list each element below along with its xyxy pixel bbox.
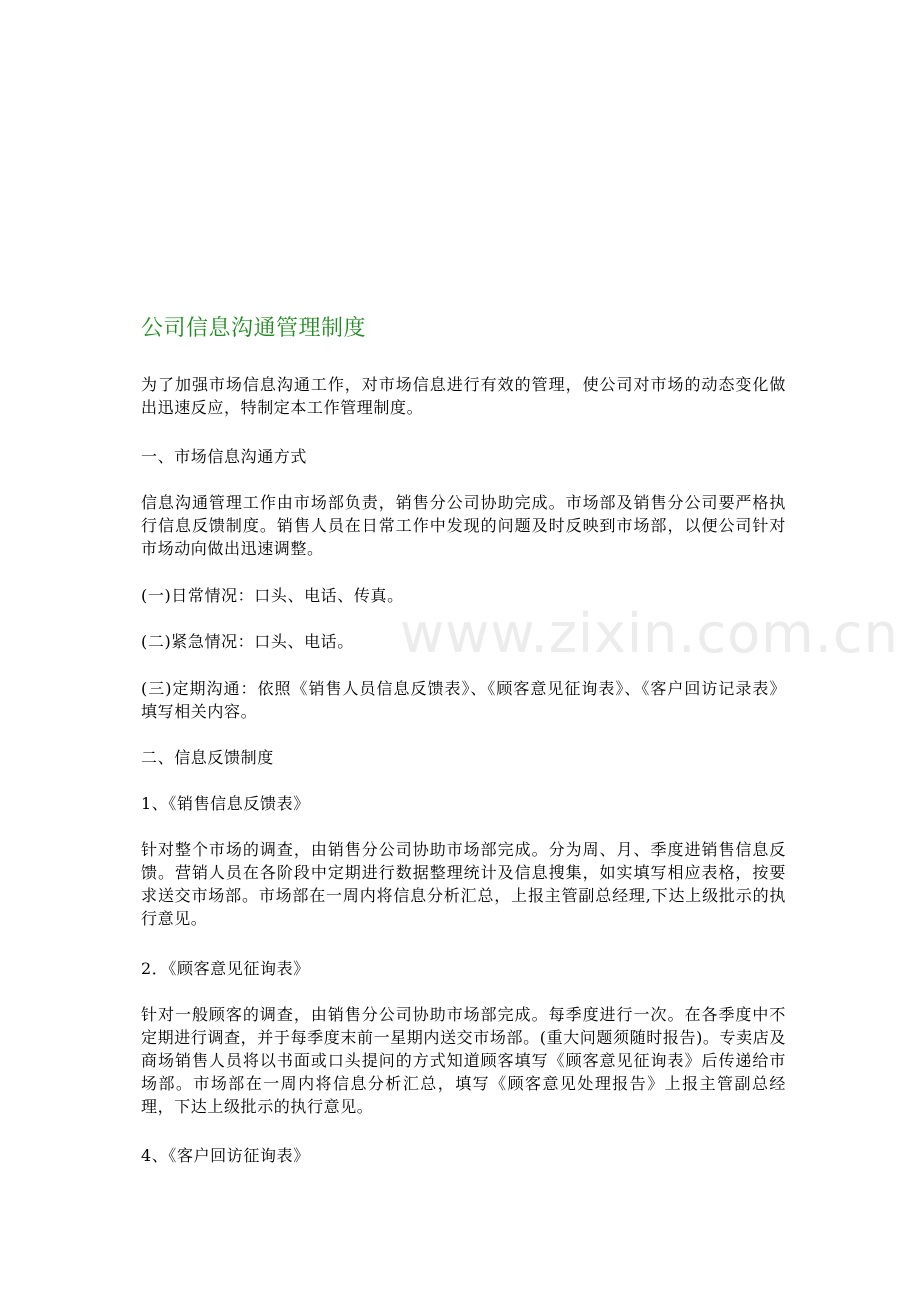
document-title: 公司信息沟通管理制度 [141, 316, 367, 341]
list-item-daily: (一)日常情况：口头、电话、传真。 [141, 586, 404, 605]
subheading-customer-opinion-form: 2．《顾客意见征询表》 [141, 959, 310, 978]
sales-feedback-paragraph: 针对整个市场的调查，由销售分公司协助市场部完成。分为周、月、季度进销售信息反馈。营销人员在各阶段中定期进行数据整理统计及信息搜集，如实填写相应表格，按要求送交市场部。市场部在一周内将信息分析汇总，上报主管副总经理,下达上级批示的执行意见。 [141, 840, 786, 928]
list-item-periodic: (三)定期沟通：依照《销售人员信息反馈表》、《顾客意见征询表》、《客户回访记录表》填写相关内容。 [141, 679, 786, 721]
subheading-customer-revisit-form: 4、《客户回访征询表》 [141, 1146, 310, 1165]
section-heading-feedback-system: 二、信息反馈制度 [141, 748, 274, 767]
section-heading-communication-methods: 一、市场信息沟通方式 [141, 447, 308, 466]
subheading-sales-feedback-form: 1、《销售信息反馈表》 [141, 794, 310, 813]
communication-methods-paragraph: 信息沟通管理工作由市场部负责，销售分公司协助完成。市场部及销售分公司要严格执行信息反馈制度。销售人员在日常工作中发现的问题及时反映到市场部，以便公司针对市场动向做出迅速调整。 [141, 493, 786, 558]
customer-opinion-paragraph: 针对一般顾客的调查，由销售分公司协助市场部完成。每季度进行一次。在各季度中不定期进行调查，并于每季度末前一星期内送交市场部。(重大问题须随时报告)。专卖店及商场销售人员将以书面或口头提问的方式知道顾客填写《顾客意见征询表》后传递给市场部。市场部在一周内将信息分析汇总，填写《顾客意见处理报告》上报主管副总经理，下达上级批示的执行意见。 [141, 1005, 786, 1116]
intro-paragraph: 为了加强市场信息沟通工作，对市场信息进行有效的管理，使公司对市场的动态变化做出迅速反应，特制定本工作管理制度。 [141, 375, 786, 417]
document-page [141, 0, 786, 1302]
list-item-emergency: (二)紧急情况：口头、电话。 [141, 632, 354, 651]
watermark: www.zixin.com.cn [400, 602, 899, 665]
